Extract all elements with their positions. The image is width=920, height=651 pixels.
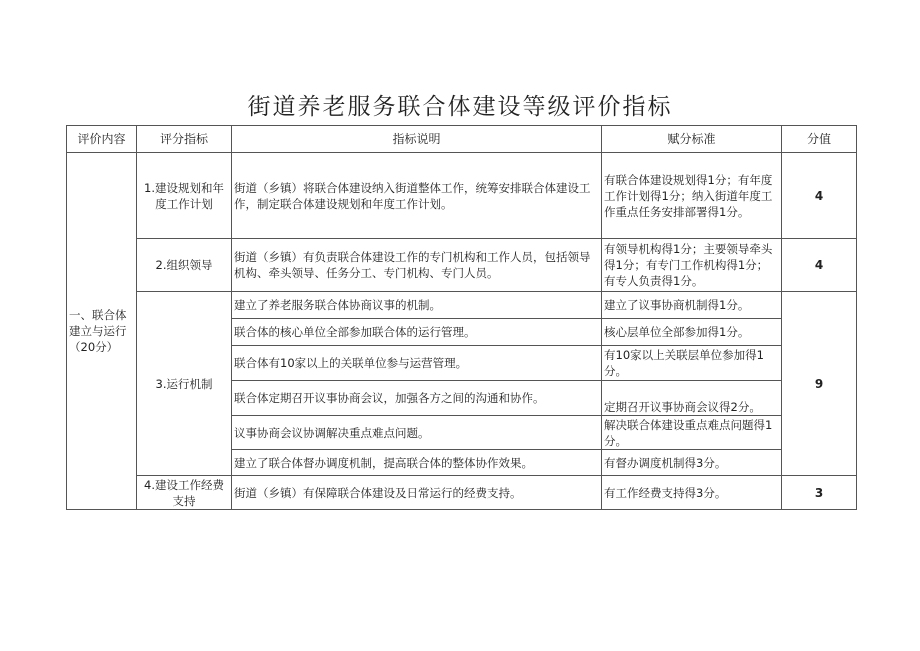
- indicator-desc: 建立了联合体督办调度机制，提高联合体的整体协作效果。: [232, 450, 602, 476]
- indicator-desc: 街道（乡镇）有负责联合体建设工作的专门机构和工作人员，包括领导机构、牵头领导、任务分工、专门机构、专门人员。: [232, 239, 602, 292]
- indicator-score: 3: [782, 476, 857, 510]
- indicator-criteria: 解决联合体建设重点难点问题得1分。: [602, 416, 782, 450]
- indicator-desc: 联合体定期召开议事协商会议，加强各方之间的沟通和协作。: [232, 381, 602, 416]
- indicator-name: 4.建设工作经费支持: [137, 476, 232, 510]
- indicator-name: 1.建设规划和年度工作计划: [137, 153, 232, 239]
- indicator-desc: 街道（乡镇）将联合体建设纳入街道整体工作，统筹安排联合体建设工作，制定联合体建设规划和年度工作计划。: [232, 153, 602, 239]
- header-criteria: 赋分标准: [602, 126, 782, 153]
- indicator-criteria: 有督办调度机制得3分。: [602, 450, 782, 476]
- indicator-criteria: 有领导机构得1分；主要领导牵头得1分；有专门工作机构得1分；有专人负责得1分。: [602, 239, 782, 292]
- table-row: [67, 239, 857, 292]
- indicator-desc: 街道（乡镇）有保障联合体建设及日常运行的经费支持。: [232, 476, 602, 510]
- header-indicator: 评分指标: [137, 126, 232, 153]
- indicator-criteria: 有工作经费支持得3分。: [602, 476, 782, 510]
- indicator-criteria: 有10家以上关联层单位参加得1分。: [602, 346, 782, 381]
- indicator-score: 4: [782, 239, 857, 292]
- indicator-desc: 联合体的核心单位全部参加联合体的运行管理。: [232, 319, 602, 346]
- table-row: [67, 476, 857, 510]
- header-description: 指标说明: [232, 126, 602, 153]
- indicator-criteria: 建立了议事协商机制得1分。: [602, 292, 782, 319]
- indicator-score: 4: [782, 153, 857, 239]
- header-score: 分值: [782, 126, 857, 153]
- indicator-score: 9: [782, 292, 857, 476]
- header-row: [67, 126, 857, 153]
- indicator-desc: 联合体有10家以上的关联单位参与运营管理。: [232, 346, 602, 381]
- table-row: [67, 292, 857, 319]
- indicator-criteria: 有联合体建设规划得1分；有年度工作计划得1分；纳入街道年度工作重点任务安排部署得1分。: [602, 153, 782, 239]
- indicator-criteria: 核心层单位全部参加得1分。: [602, 319, 782, 346]
- indicator-criteria: 定期召开议事协商会议得2分。: [602, 381, 782, 416]
- indicator-name: 2.组织领导: [137, 239, 232, 292]
- evaluation-table: [66, 125, 857, 510]
- section-cell: 一、联合体建立与运行（20分）: [67, 153, 137, 510]
- indicator-name: 3.运行机制: [137, 292, 232, 476]
- document-title: 街道养老服务联合体建设等级评价指标: [247, 94, 673, 120]
- indicator-desc: 议事协商会议协调解决重点难点问题。: [232, 416, 602, 450]
- indicator-desc: 建立了养老服务联合体协商议事的机制。: [232, 292, 602, 319]
- header-content: 评价内容: [67, 126, 137, 153]
- table-row: [67, 153, 857, 239]
